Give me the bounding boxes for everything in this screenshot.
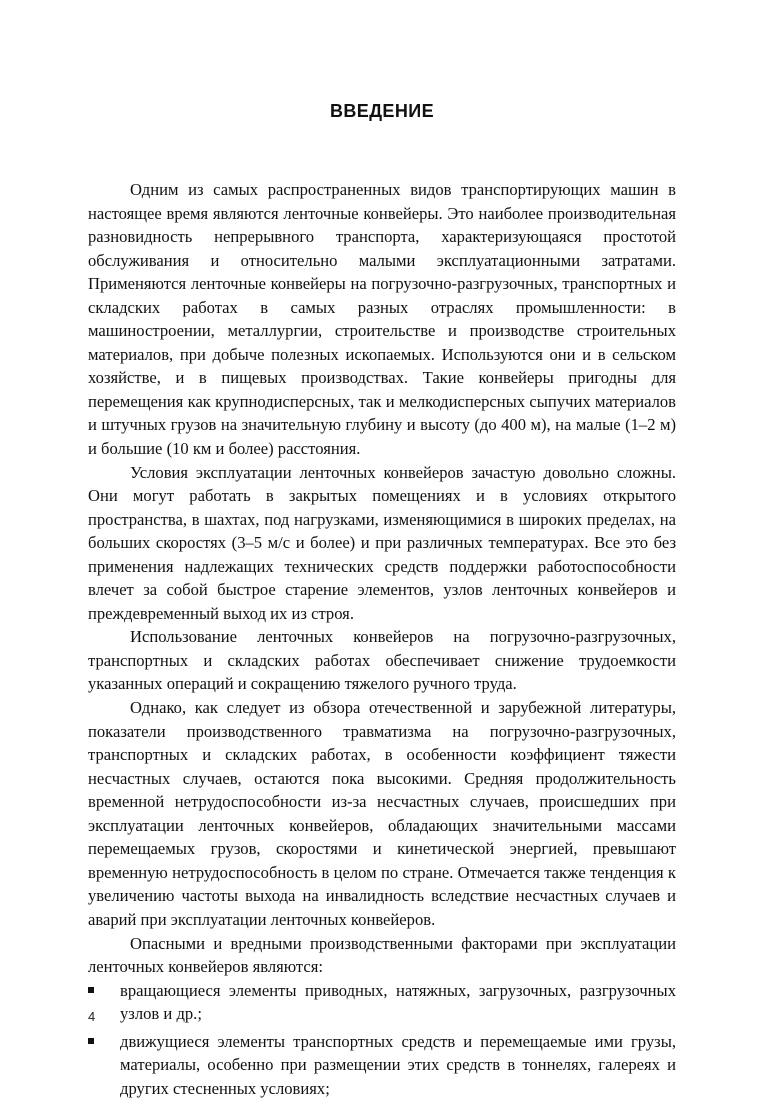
page-number: 4 (88, 1009, 96, 1024)
paragraph-operating-conditions: Условия эксплуатации ленточных конвейеров зачастую довольно сложны. Они могут работать в закрытых помещениях и в условиях открытого пространства, в шахтах, под нагрузками, изменяющимися в широких пределах, на больших скоростях (3–5 м/с и более) и при различных температурах. Все это без применения надлежащих технических средств поддержки работоспособности влечет за собой быстрое старение элементов, узлов ленточных конвейеров и преждевременный выход их из строя. (88, 462, 676, 623)
square-bullet-icon (88, 987, 94, 993)
paragraph-injury-statistics: Однако, как следует из обзора отечественной и зарубежной литературы, показатели производственного травматизма на погрузочно-разгрузочных, транспортных и складских работах, в особенности коэффициент тяжести несчастных случаев, остаются пока высокими. Средняя продолжительность временной нетрудоспособности из-за несчастных случаев, происшедших при эксплуатации ленточных конвейеров, обладающих значительными массами перемещаемых грузов, скоростями и кинетической энергией, превышают временную нетрудоспособность в целом по стране. Отмечается также тенденция к увеличению частоты выхода на инвалидность вследствие несчастных случаев и аварий при эксплуатации ленточных конвейеров. (88, 698, 676, 929)
document-body (88, 178, 676, 1104)
hazard-list (88, 979, 676, 1101)
hazard-list-text: движущиеся элементы транспортных средств и перемещаемые ими грузы, материалы, особенно при размещении этих средств в тоннелях, галереях и других стесненных условиях; (120, 1031, 676, 1098)
square-bullet-icon (88, 1038, 94, 1044)
paragraph-labor-reduction: Использование ленточных конвейеров на погрузочно-разгрузочных, транспортных и складских работах обеспечивает снижение трудоемкости указанных операций и сокращению тяжелого ручного труда. (88, 627, 676, 694)
paragraph-conveyor-overview: Одним из самых распространенных видов транспортирующих машин в настоящее время являются ленточные конвейеры. Это наиболее производительная разновидность непрерывного транспорта, характеризующаяся простотой обслуживания и относительно малыми эксплуатационными затратами. Применяются ленточные конвейеры на погрузочно-разгрузочных, транспортных и складских работах в самых разных отраслях промышленности: в машиностроении, металлургии, строительстве и производстве строительных материалов, при добыче полезных ископаемых. Используются они и в сельском хозяйстве, и в пищевых производствах. Такие конвейеры пригодны для перемещения как крупнодисперсных, так и мелкодисперсных сыпучих материалов и штучных грузов на значительную глубину и высоту (до 400 м), на малые (1–2 м) и большие (10 км и более) расстояния. (88, 180, 676, 459)
paragraph-hazard-factors-intro: Опасными и вредными производственными факторами при эксплуатации ленточных конвейеров являются: (88, 933, 676, 977)
hazard-list-text: вращающиеся элементы приводных, натяжных, загрузочных, разгрузочных узлов и др.; (120, 980, 676, 1024)
hazard-list-item (88, 979, 676, 1026)
hazard-list-item (88, 1030, 676, 1101)
page-title: ВВЕДЕНИЕ (330, 101, 434, 121)
